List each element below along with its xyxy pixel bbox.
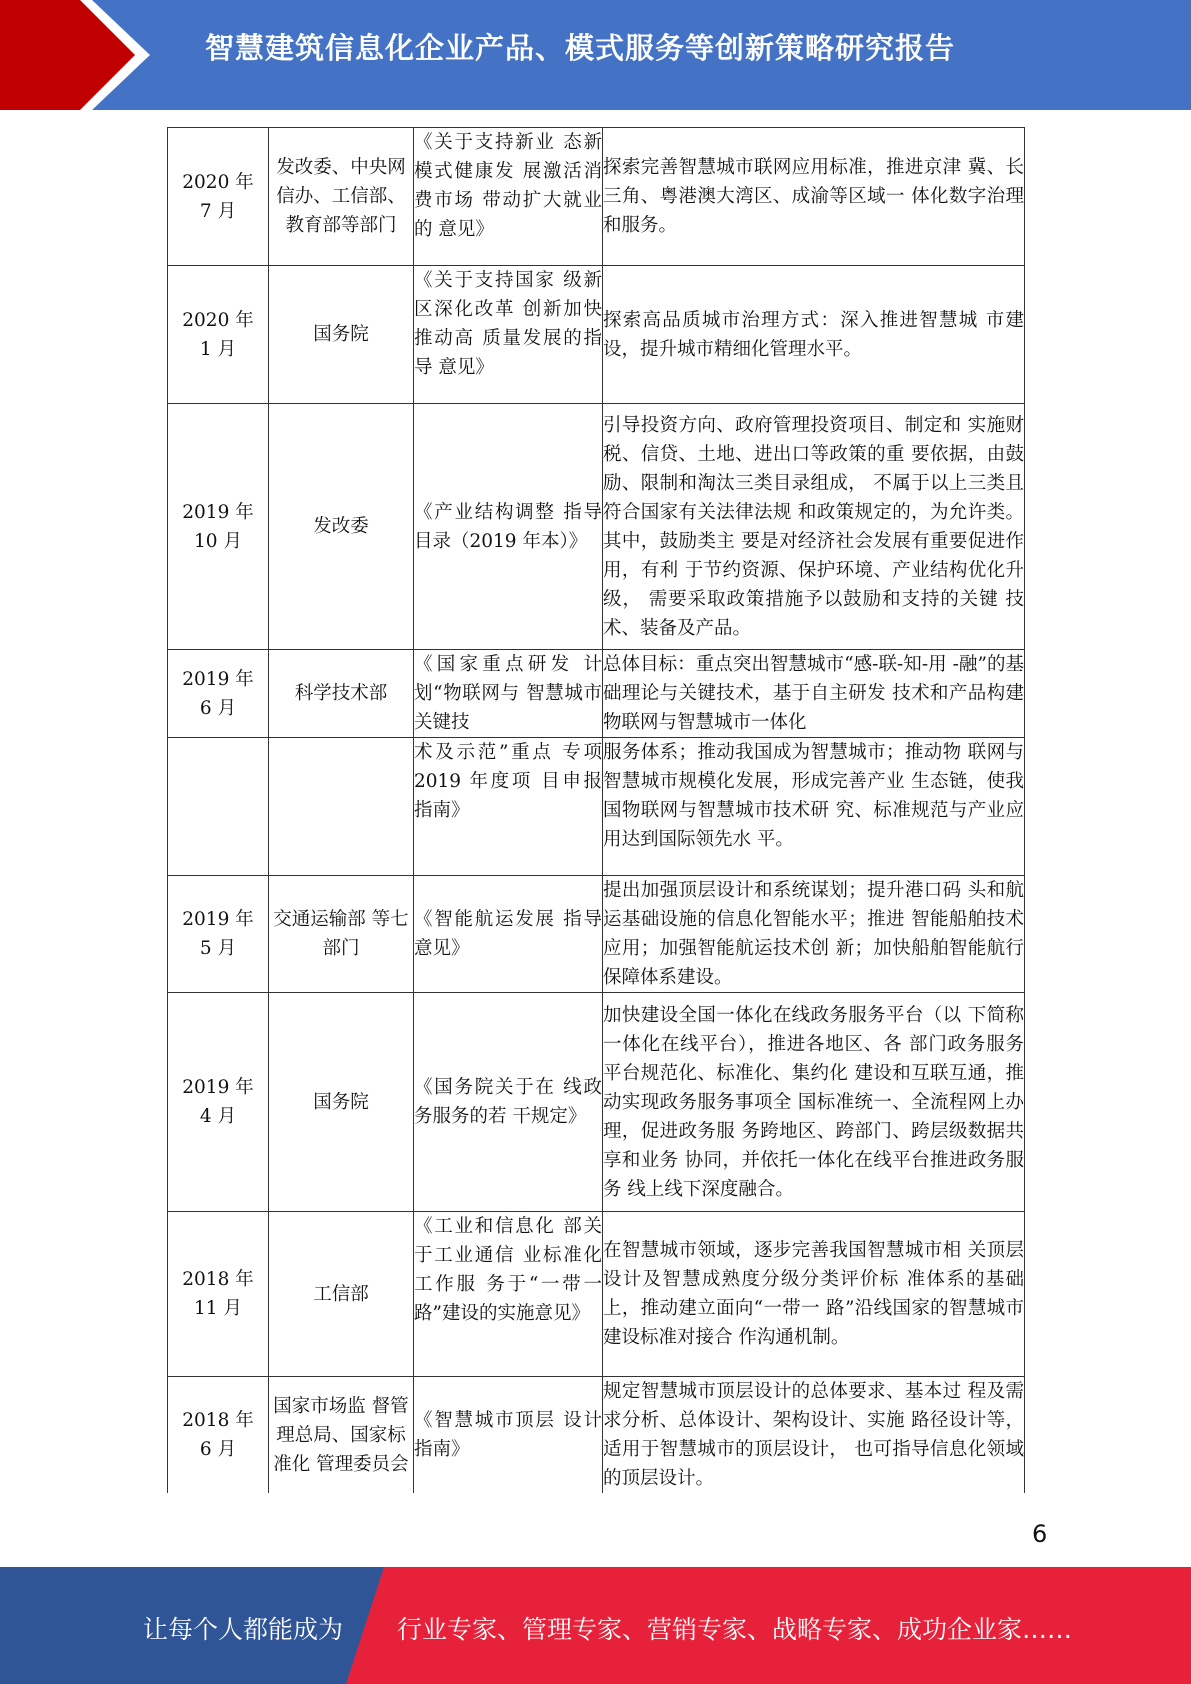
footer-slogan-left: 让每个人都能成为: [143, 1615, 344, 1644]
dept-cell: 国务院: [269, 266, 414, 404]
date-cell: 2019 年 5 月: [168, 876, 269, 993]
dept-cell: 交通运输部 等七部门: [269, 876, 414, 993]
document-cell: 《国家重点研发 计划“物联网与 智慧城市关键技: [414, 650, 603, 738]
date-cell: 2019 年 6 月: [168, 650, 269, 738]
date-cell: 2019 年 4 月: [168, 993, 269, 1212]
document-cell: 《智慧城市顶层 设计指南》: [414, 1377, 603, 1494]
document-cell: 《国务院关于在 线政务服务的若 干规定》: [414, 993, 603, 1212]
date-cell: 2019 年 10 月: [168, 404, 269, 650]
content-cell: 提出加强顶层设计和系统谋划；提升港口码 头和航运基础设施的信息化智能水平；推进 智能船舶技术应用；加强智能航运技术创 新；加快船舶智能航行保障体系建设。: [603, 876, 1025, 993]
content-cell: 探索高品质城市治理方式：深入推进智慧城 市建设，提升城市精细化管理水平。: [603, 266, 1025, 404]
report-title: 智慧建筑信息化企业产品、模式服务等创新策略研究报告: [205, 31, 956, 65]
table-row: [168, 993, 1025, 1212]
table-row: [168, 266, 1025, 404]
dept-cell: 国家市场监 督管理总局、国家标准化 管理委员会: [269, 1377, 414, 1494]
page-footer: [0, 1567, 1191, 1684]
document-cell: 《智能航运发展 指导意见》: [414, 876, 603, 993]
document-cell: 《产业结构调整 指导目录（2019 年本）》: [414, 404, 603, 650]
date-cell: 2020 年 1 月: [168, 266, 269, 404]
content-cell: 服务体系；推动我国成为智慧城市；推动物 联网与智慧城市规模化发展，形成完善产业 生态链，使我国物联网与智慧城市技术研 究、标准规范与产业应用达到国际领先水 平。: [603, 738, 1025, 876]
date-cell: 2018 年 11 月: [168, 1212, 269, 1377]
dept-cell: 工信部: [269, 1212, 414, 1377]
dept-cell: 发改委: [269, 404, 414, 650]
table-row: [168, 1377, 1025, 1494]
footer-slogan-right: 行业专家、管理专家、营销专家、战略专家、成功企业家……: [397, 1615, 1073, 1644]
table-row: [168, 1212, 1025, 1377]
policy-table: [167, 127, 1025, 1493]
page-number: 6: [1032, 1520, 1048, 1548]
content-cell: 加快建设全国一体化在线政务服务平台（以 下简称一体化在线平台），推进各地区、各 部门政务服务平台规范化、标准化、集约化 建设和互联互通，推动实现政务服务事项全 国标准统一、全流程网上办理，促进政务服 务跨地区、跨部门、跨层级数据共享和业务 协同，并依托一体化在线平台推进政务服务 线上线下深度融合。: [603, 993, 1025, 1212]
page-header: [0, 0, 1191, 110]
table-row: [168, 876, 1025, 993]
document-cell: 《工业和信息化 部关于工业通信 业标准化工作服 务于“一带一 路”建设的实施意见》: [414, 1212, 603, 1377]
table-row: [168, 128, 1025, 266]
date-cell: 2018 年 6 月: [168, 1377, 269, 1494]
table-row: [168, 404, 1025, 650]
header-arrow-decoration: [0, 0, 150, 110]
content-cell: 总体目标：重点突出智慧城市“感-联-知-用 -融”的基础理论与关键技术，基于自主研发 技术和产品构建物联网与智慧城市一体化: [603, 650, 1025, 738]
document-cell: 术及示范”重点 专项 2019 年度项 目申报指南》: [414, 738, 603, 876]
dept-cell: 发改委、中央网信办、工信部、教育部等部门: [269, 128, 414, 266]
table-row: [168, 738, 1025, 876]
dept-cell: 国务院: [269, 993, 414, 1212]
date-cell: [168, 738, 269, 876]
dept-cell: [269, 738, 414, 876]
content-cell: 引导投资方向、政府管理投资项目、制定和 实施财税、信贷、土地、进出口等政策的重 要依据，由鼓励、限制和淘汰三类目录组成， 不属于以上三类且符合国家有关法律法规 和政策规定的，为允许类。其中，鼓励类主 要是对经济社会发展有重要促进作用，有利 于节约资源、保护环境、产业结构优化升级， 需要采取政策措施予以鼓励和支持的关键 技术、装备及产品。: [603, 404, 1025, 650]
dept-cell: 科学技术部: [269, 650, 414, 738]
content-cell: 探索完善智慧城市联网应用标准，推进京津 冀、长三角、粤港澳大湾区、成渝等区域一 体化数字治理和服务。: [603, 128, 1025, 266]
content-cell: 规定智慧城市顶层设计的总体要求、基本过 程及需求分析、总体设计、架构设计、实施 路径设计等，适用于智慧城市的顶层设计， 也可指导信息化领域的顶层设计。: [603, 1377, 1025, 1494]
document-cell: 《关于支持国家 级新区深化改革 创新加快推动高 质量发展的指导 意见》: [414, 266, 603, 404]
date-cell: 2020 年 7 月: [168, 128, 269, 266]
document-cell: 《关于支持新业 态新模式健康发 展激活消费市场 带动扩大就业的 意见》: [414, 128, 603, 266]
content-cell: 在智慧城市领域，逐步完善我国智慧城市相 关顶层设计及智慧成熟度分级分类评价标 准体系的基础上，推动建立面向“一带一 路”沿线国家的智慧城市建设标准对接合 作沟通机制。: [603, 1212, 1025, 1377]
table-row: [168, 650, 1025, 738]
